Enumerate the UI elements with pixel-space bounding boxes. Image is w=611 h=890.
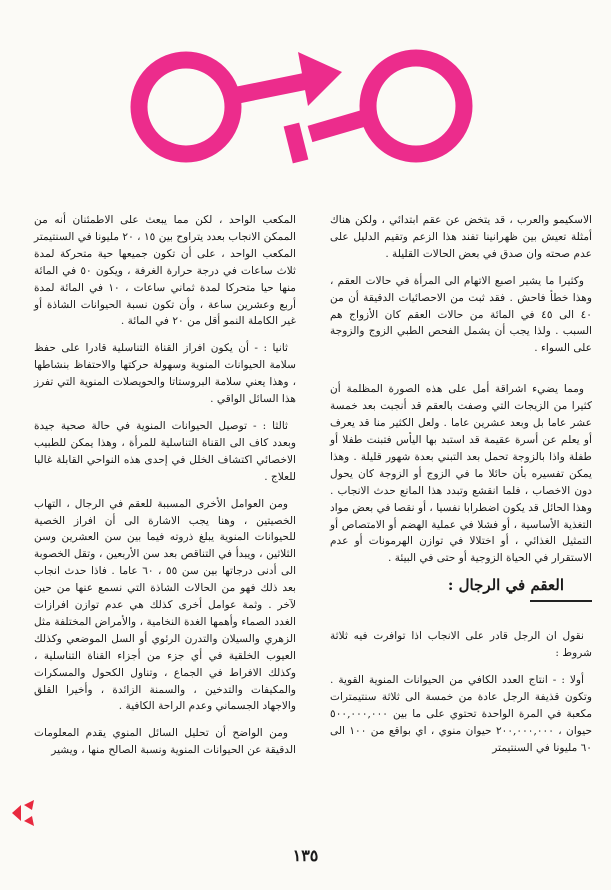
male-arrow-head xyxy=(298,52,342,106)
paragraph: ثالثا : - توصيل الحيوانات المنوية في حالة صحية جيدة وبعدد كاف الى القناة التناسلية للمرأة ، وهذا يمكن للطبيب الاخصائي اكتشاف الخلل في إحدى هذه النواحي القابلة غالبا للعلاج . xyxy=(34,419,296,483)
paragraph: نقول ان الرجل قادر على الانجاب اذا توافرت فيه ثلاثة شروط : xyxy=(330,630,592,660)
male-female-symbols-icon xyxy=(120,44,500,174)
male-symbol xyxy=(139,60,312,154)
paragraph: ثانيا : - أن يكون افراز القناة التناسلية قادرا على حفظ سلامة الحيوانات المنوية وسهولة حركتها والاحتفاظ بنشاطها ، وهذا يعني سلامة البروستاتا والحويصلات المنوية التي تفرز هذا السائل الواقي . xyxy=(34,342,296,406)
paragraph: ومن العوامل الأخرى المسببة للعقم في الرجال ، التهاب الخصيتين ، وهنا يجب الاشارة الى أن افراز الخصية للحيوانات المنوية يبلغ ذروته فيما بين سن العشرين وسن الثلاثين ، ويبدأ في التناقص بعد سن الأربعين ، وتقل الخصوبة الى أدنى درجاتها بين سن ٥٥ ، ٦٠ عاما . فاذا حدث انجاب بعد ذلك فهو من الحالات الشاذة التي نسمع عنها من حين لآخر . وثمة عوامل أخرى كذلك هي عدم توازن افرازات الغدد الصماء وأهمها الغدة النخامية ، والأمراض المختلفة مثل الزهري والسيلان والتدرن الرئوي أو السل الموضعي وكذلك العيوب الخلقية في أي جزء من أجزاء القناة التناسلية ، وكذلك الافراط في الجماع ، وتناول الكحول والمسكرات والمكيفات والتدخين ، والسمنة الزائدة ، وأخيرا القلق والاجهاد الجسماني وعدم الراحة الكافية . xyxy=(34,497,297,713)
paragraph: المكعب الواحد ، لكن مما يبعث على الاطمئنان أنه من الممكن الانجاب بعدد يتراوح بين ١٥ ، ٢٠ مليونا في السنتيمتر المكعب الواحد ، على أن تكون جميعها حية متحركة لمدة ثلاث ساعات في درجة حرارة الغرفة ، ويكون ٥٠ في المائة منها حيا متحركا لمدة ثماني ساعات ، ١٠ في المائة لمدة أربع وعشرين ساعة ، وأن تكون نسبة الحيوانات الشاذة أو غير الكاملة النمو أقل من ٢٠ في المائة . xyxy=(34,214,297,328)
paragraph: ومن الواضح أن تحليل السائل المنوي يقدم المعلومات الدقيقة عن الحيوانات المنوية ونسبة الصالح منها ، ويشير xyxy=(34,727,296,757)
paragraph: الاسكيمو والعرب ، قد يتخض عن عقم ابتدائي ، ولكن هناك أمثلة تعيش بين ظهرانينا تفند هذا الزعم وتقيم الدليل على عدم صحته وان صدق في بعض الحالات القليلة . xyxy=(330,214,592,260)
female-cross-bar xyxy=(284,123,309,164)
heading-underline xyxy=(530,600,592,602)
page-number: ١٣٥ xyxy=(292,846,319,865)
right-column xyxy=(330,212,592,766)
paragraph: وكثيرا ما يشير اصبع الاتهام الى المرأة في حالات العقم ، وهذا خطأ فاحش . فقد ثبت من الاحصائيات الدقيقة أن من ٤٠ الى ٤٥ في المائة من حالات العقم كان الأزواج هم السبب . ولذا يجب أن يشمل الفحص الطبي الزوج والزوجة على السواء . xyxy=(330,274,592,355)
red-triangle-arrows-icon xyxy=(10,800,36,826)
left-column xyxy=(34,212,296,769)
paragraph: أولا : - انتاج العدد الكافي من الحيوانات المنوية القوية . وتكون قذيفة الرجل عادة من خمسة الى ثلاثة سنتيمترات مكعبة في المرة الواحدة تحتوي على ما بين ٥٠٠,٠٠٠,٠٠٠ حيوان ، ٢٠٠,٠٠٠,٠٠٠ حيوان منوي ، اي بواقع من ١٠٠ الى ٦٠ مليونا في السنتيمتر xyxy=(330,673,592,754)
section-heading: العقم في الرجال : xyxy=(447,576,564,595)
paragraph: ومما يضيء اشراقة أمل على هذه الصورة المظلمة أن كثيرا من الزيجات التي وصفت بالعقم قد أنجبت بعد خمسة عشر عاما بل وبعد عشرين عاما . ولعل الكثير منا قد يعرف أو يعلم عن أسرة عقيمة قد استبد بها اليأس فتبنت طفلا أو طفلة واذا بالزوجة تحمل بعد التبني بعدة شهور قليلة . وهذا يمكن تفسيره بأن حائلا ما في الزوج أو الزوجة كان يحول دون الاخصاب ، فلما انقشع وتبدد هذا المانع حدث الانجاب . وهذا الحائل قد يكون اضطرابا نفسيا ، أو نقصا في بعض مواد التغذية الأساسية ، أو فشلا في عملية الهضم أو الامتصاص أو التمثيل الغذائي ، أو اختلالا في توازن الهرمونات أو عدم الاستقرار في الحياة الزوجية أو حتى في البيئة . xyxy=(330,383,592,565)
